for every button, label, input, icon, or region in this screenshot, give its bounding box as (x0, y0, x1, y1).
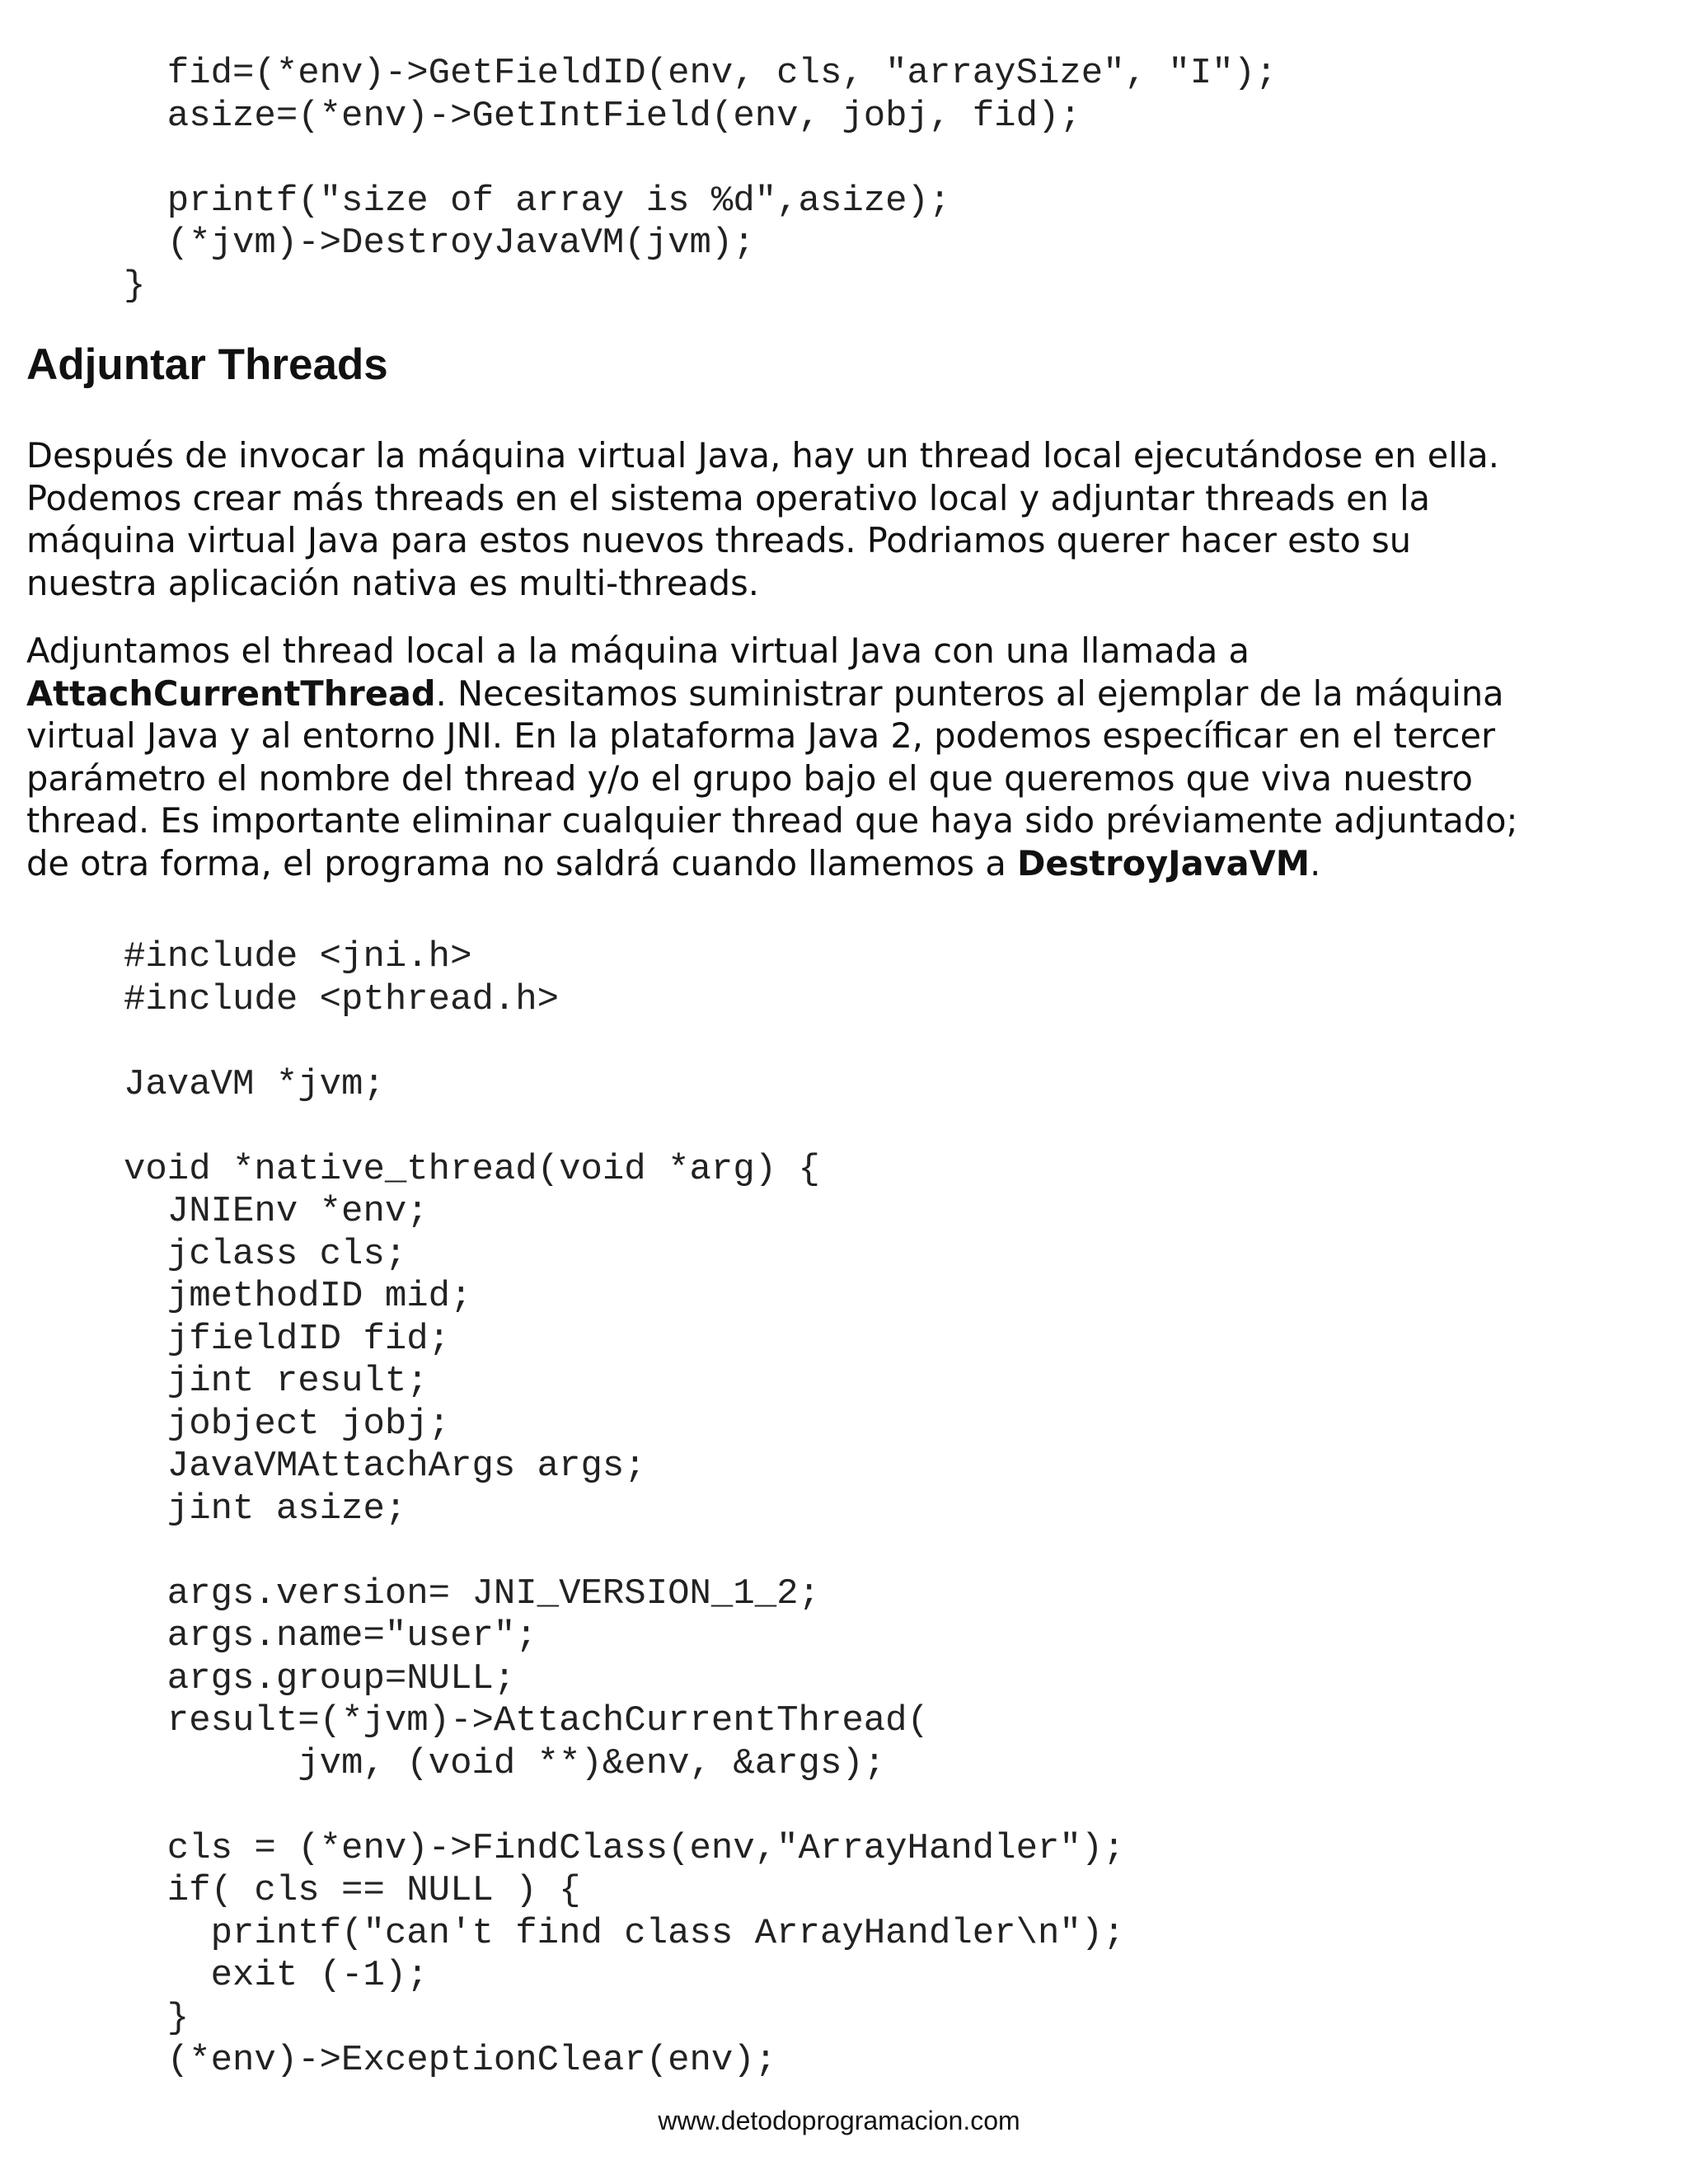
code-line: asize=(*env)->GetIntField(env, jobj, fid); (124, 95, 1081, 137)
paragraph-line: Después de invocar la máquina virtual Java, hay un thread local ejecutándose en ella. (26, 435, 1499, 476)
code-line: void *native_thread(void *arg) { (124, 1148, 820, 1190)
footer (0, 2106, 1688, 2136)
code-line: result=(*jvm)->AttachCurrentThread( (124, 1700, 929, 1741)
code-line: jfieldID fid; (124, 1318, 451, 1360)
code-line: printf("can't find class ArrayHandler\n"); (124, 1912, 1125, 1954)
code-line: if( cls == NULL ) { (124, 1870, 581, 1911)
paragraph-text: de otra forma, el programa no saldrá cuando llamemos a (26, 842, 1017, 883)
code-line: (*jvm)->DestroyJavaVM(jvm); (124, 223, 755, 264)
paragraph-text: . Necesitamos suministrar punteros al ejemplar de la máquina (435, 673, 1504, 714)
code-block-top (124, 53, 1277, 307)
term-attach-current-thread: AttachCurrentThread (26, 673, 436, 714)
term-destroy-java-vm: DestroyJavaVM (1016, 842, 1311, 883)
code-line: jmethodID mid; (124, 1276, 472, 1317)
code-line: #include <jni.h> (124, 936, 472, 977)
paragraph-line: virtual Java y al entorno JNI. En la plataforma Java 2, podemos específicar en el tercer (26, 715, 1496, 756)
paragraph-line (26, 673, 1667, 715)
code-line: } (124, 1997, 190, 2039)
code-line: jvm, (void **)&env, &args); (124, 1742, 886, 1784)
code-block-main (124, 936, 1125, 2083)
code-line: #include <pthread.h> (124, 978, 560, 1020)
code-line: JavaVMAttachArgs args; (124, 1446, 646, 1487)
paragraph-intro (26, 434, 1667, 604)
code-line: } (124, 265, 146, 307)
paragraph-line: Adjuntamos el thread local a la máquina virtual Java con una llamada a (26, 630, 1250, 671)
code-line: JNIEnv *env; (124, 1191, 429, 1232)
code-line: jclass cls; (124, 1233, 407, 1275)
code-line: args.version= JNI_VERSION_1_2; (124, 1572, 820, 1615)
code-line: cls = (*env)->FindClass(env,"ArrayHandler"); (124, 1827, 1125, 1869)
paragraph-line: parámetro el nombre del thread y/o el grupo bajo el que queremos que viva nuestro (26, 757, 1473, 799)
footer-url: www.detodoprogramacion.com (658, 2106, 1020, 2135)
code-line: jint result; (124, 1361, 429, 1402)
paragraph-line: Podemos crear más threads en el sistema operativo local y adjuntar threads en la (26, 477, 1431, 518)
paragraph-attach (26, 630, 1667, 884)
code-line: jint asize; (124, 1488, 407, 1530)
section-heading: Adjuntar Threads (26, 340, 388, 389)
paragraph-line (26, 842, 1667, 885)
paragraph-text: . (1310, 842, 1321, 883)
code-line: jobject jobj; (124, 1403, 451, 1445)
paragraph-line: máquina virtual Java para estos nuevos threads. Podriamos querer hacer esto su (26, 520, 1412, 560)
code-line: exit (-1); (124, 1955, 429, 1996)
code-line: printf("size of array is %d",asize); (124, 180, 951, 222)
paragraph-line: thread. Es importante eliminar cualquier thread que haya sido préviamente adjuntado; (26, 800, 1518, 841)
code-line: fid=(*env)->GetFieldID(env, cls, "arraySize", "I"); (124, 53, 1278, 94)
code-line: JavaVM *jvm; (124, 1063, 385, 1105)
code-line: args.name="user"; (124, 1615, 537, 1657)
code-line: args.group=NULL; (124, 1657, 516, 1699)
code-line: (*env)->ExceptionClear(env); (124, 2040, 777, 2081)
paragraph-line: nuestra aplicación nativa es multi-threads. (26, 562, 759, 603)
